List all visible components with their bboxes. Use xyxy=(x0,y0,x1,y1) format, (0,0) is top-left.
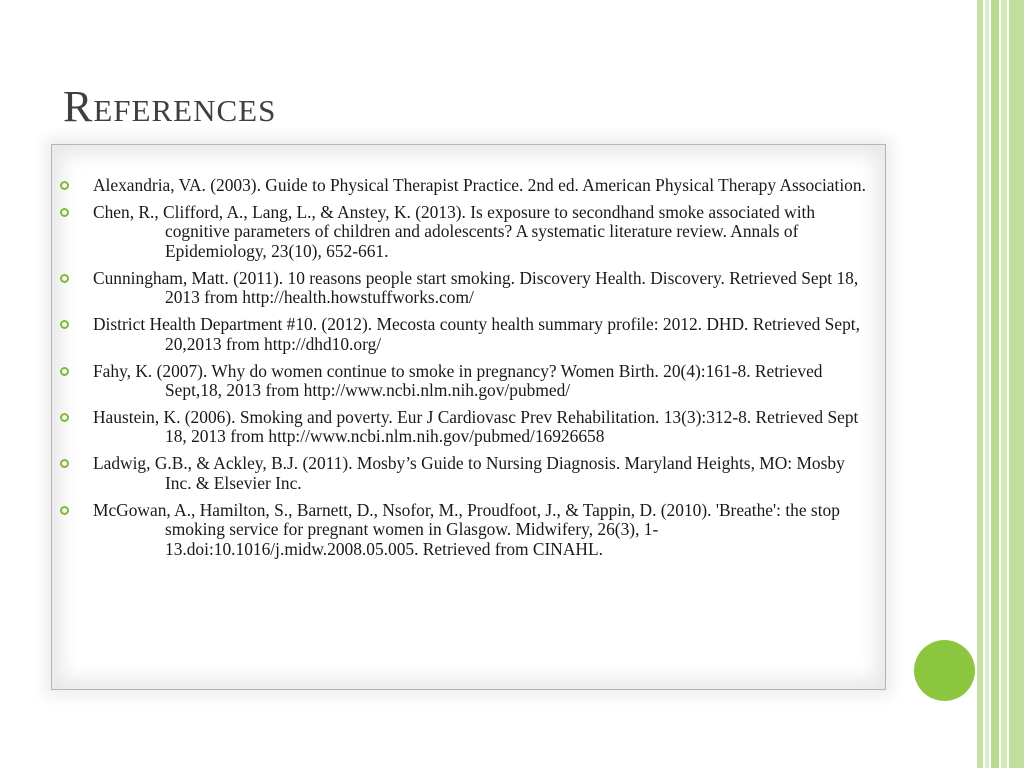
bullet-icon xyxy=(60,413,69,422)
decorative-stripe xyxy=(1009,0,1024,768)
list-item xyxy=(60,454,868,493)
list-item xyxy=(60,408,868,447)
slide-title: References xyxy=(63,82,277,131)
bullet-icon xyxy=(60,320,69,329)
decorative-stripe xyxy=(991,0,999,768)
bullet-icon xyxy=(60,181,69,190)
list-item xyxy=(60,269,868,308)
decorative-stripe xyxy=(985,0,989,768)
list-item xyxy=(60,362,868,401)
decorative-stripe xyxy=(1001,0,1007,768)
reference-text: Ladwig, G.B., & Ackley, B.J. (2011). Mosby’s Guide to Nursing Diagnosis. Maryland Heights, MO: Mosby Inc. & Elsevier Inc. xyxy=(93,453,845,493)
list-item xyxy=(60,315,868,354)
list-item xyxy=(60,501,868,559)
bullet-icon xyxy=(60,367,69,376)
reference-text: District Health Department #10. (2012). Mecosta county health summary profile: 2012. DHD. Retrieved Sept, 20,2013 from http://dhd10.org/ xyxy=(93,314,860,354)
bullet-icon xyxy=(60,459,69,468)
reference-text: Alexandria, VA. (2003). Guide to Physical Therapist Practice. 2nd ed. American Physical Therapy Association. xyxy=(93,175,866,195)
decorative-stripe xyxy=(977,0,983,768)
reference-text: Cunningham, Matt. (2011). 10 reasons people start smoking. Discovery Health. Discovery. Retrieved Sept 18, 2013 from http://health.howstuffworks.com/ xyxy=(93,267,859,308)
reference-text: Fahy, K. (2007). Why do women continue to smoke in pregnancy? Women Birth. 20(4):161-8. Retrieved Sept,18, 2013 from http://www.ncbi.nlm.nih.gov/pubmed/ xyxy=(93,360,823,401)
reference-text: McGowan, A., Hamilton, S., Barnett, D., Nsofor, M., Proudfoot, J., & Tappin, D. (2010). 'Breathe': the stop smoking service for pregnant women in Glasgow. Midwifery, 26(3), 1-13.doi:10.1016/j.midw.2008.05.005. Retrieved from CINAHL. xyxy=(93,499,840,559)
decorative-circle xyxy=(914,640,975,701)
bullet-icon xyxy=(60,506,69,515)
reference-text: Chen, R., Clifford, A., Lang, L., & Anstey, K. (2013). Is exposure to secondhand smoke associated with cognitive parameters of children and adolescents? A systematic literature review. Annals of Epidemiology, 23(10), 652-661. xyxy=(93,202,816,261)
reference-list xyxy=(60,176,868,567)
bullet-icon xyxy=(60,208,69,217)
reference-text: Haustein, K. (2006). Smoking and poverty. Eur J Cardiovasc Prev Rehabilitation. 13(3):312-8. Retrieved Sept 18, 2013 from http://www.ncbi.nlm.nih.gov/pubmed/16926658 xyxy=(93,407,859,447)
list-item xyxy=(60,203,868,261)
bullet-icon xyxy=(60,274,69,283)
list-item xyxy=(60,176,868,195)
